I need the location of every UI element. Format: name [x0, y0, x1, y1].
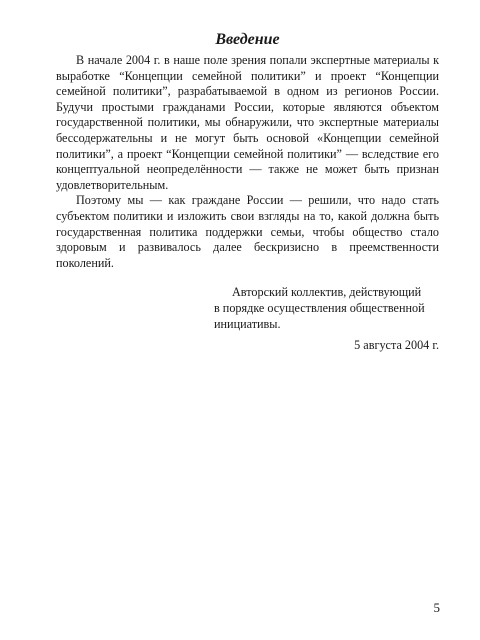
signature-date: 5 августа 2004 г.	[354, 338, 439, 353]
paragraph-2: Поэтому мы — как граждане России — решили, что надо стать субъектом политики и изложить свои взгляды на то, какой должна быть государственная политика поддержки семьи, чтобы общество стало здоровым и развивалось далее бескризисно в преемственности поколений.	[56, 193, 439, 270]
section-heading: Введение	[215, 31, 280, 48]
page-number: 5	[433, 600, 440, 615]
signature-line-1: Авторский коллектив, действующий	[232, 285, 422, 300]
signature-line-3: инициативы.	[214, 316, 281, 331]
page-content	[56, 30, 439, 354]
signature-block	[214, 285, 439, 332]
signature-line-2: в порядке осуществления общественной	[214, 300, 425, 315]
paragraph-1: В начале 2004 г. в наше поле зрения попали экспертные материалы к выработке “Концепции семейной политики” и проект “Концепции семейной политики”, разрабатываемой в одном из регионов России. Будучи простыми гражданами России, которые являются объектом государственной политики, мы обнаружили, что экспертные материалы бессодержательны и не могут быть основой «Концепции семейной политики”, а проект “Концепции семейной политики” — вследствие его концептуальной неопределённости — также не может быть признан удовлетворительным.	[56, 53, 439, 192]
